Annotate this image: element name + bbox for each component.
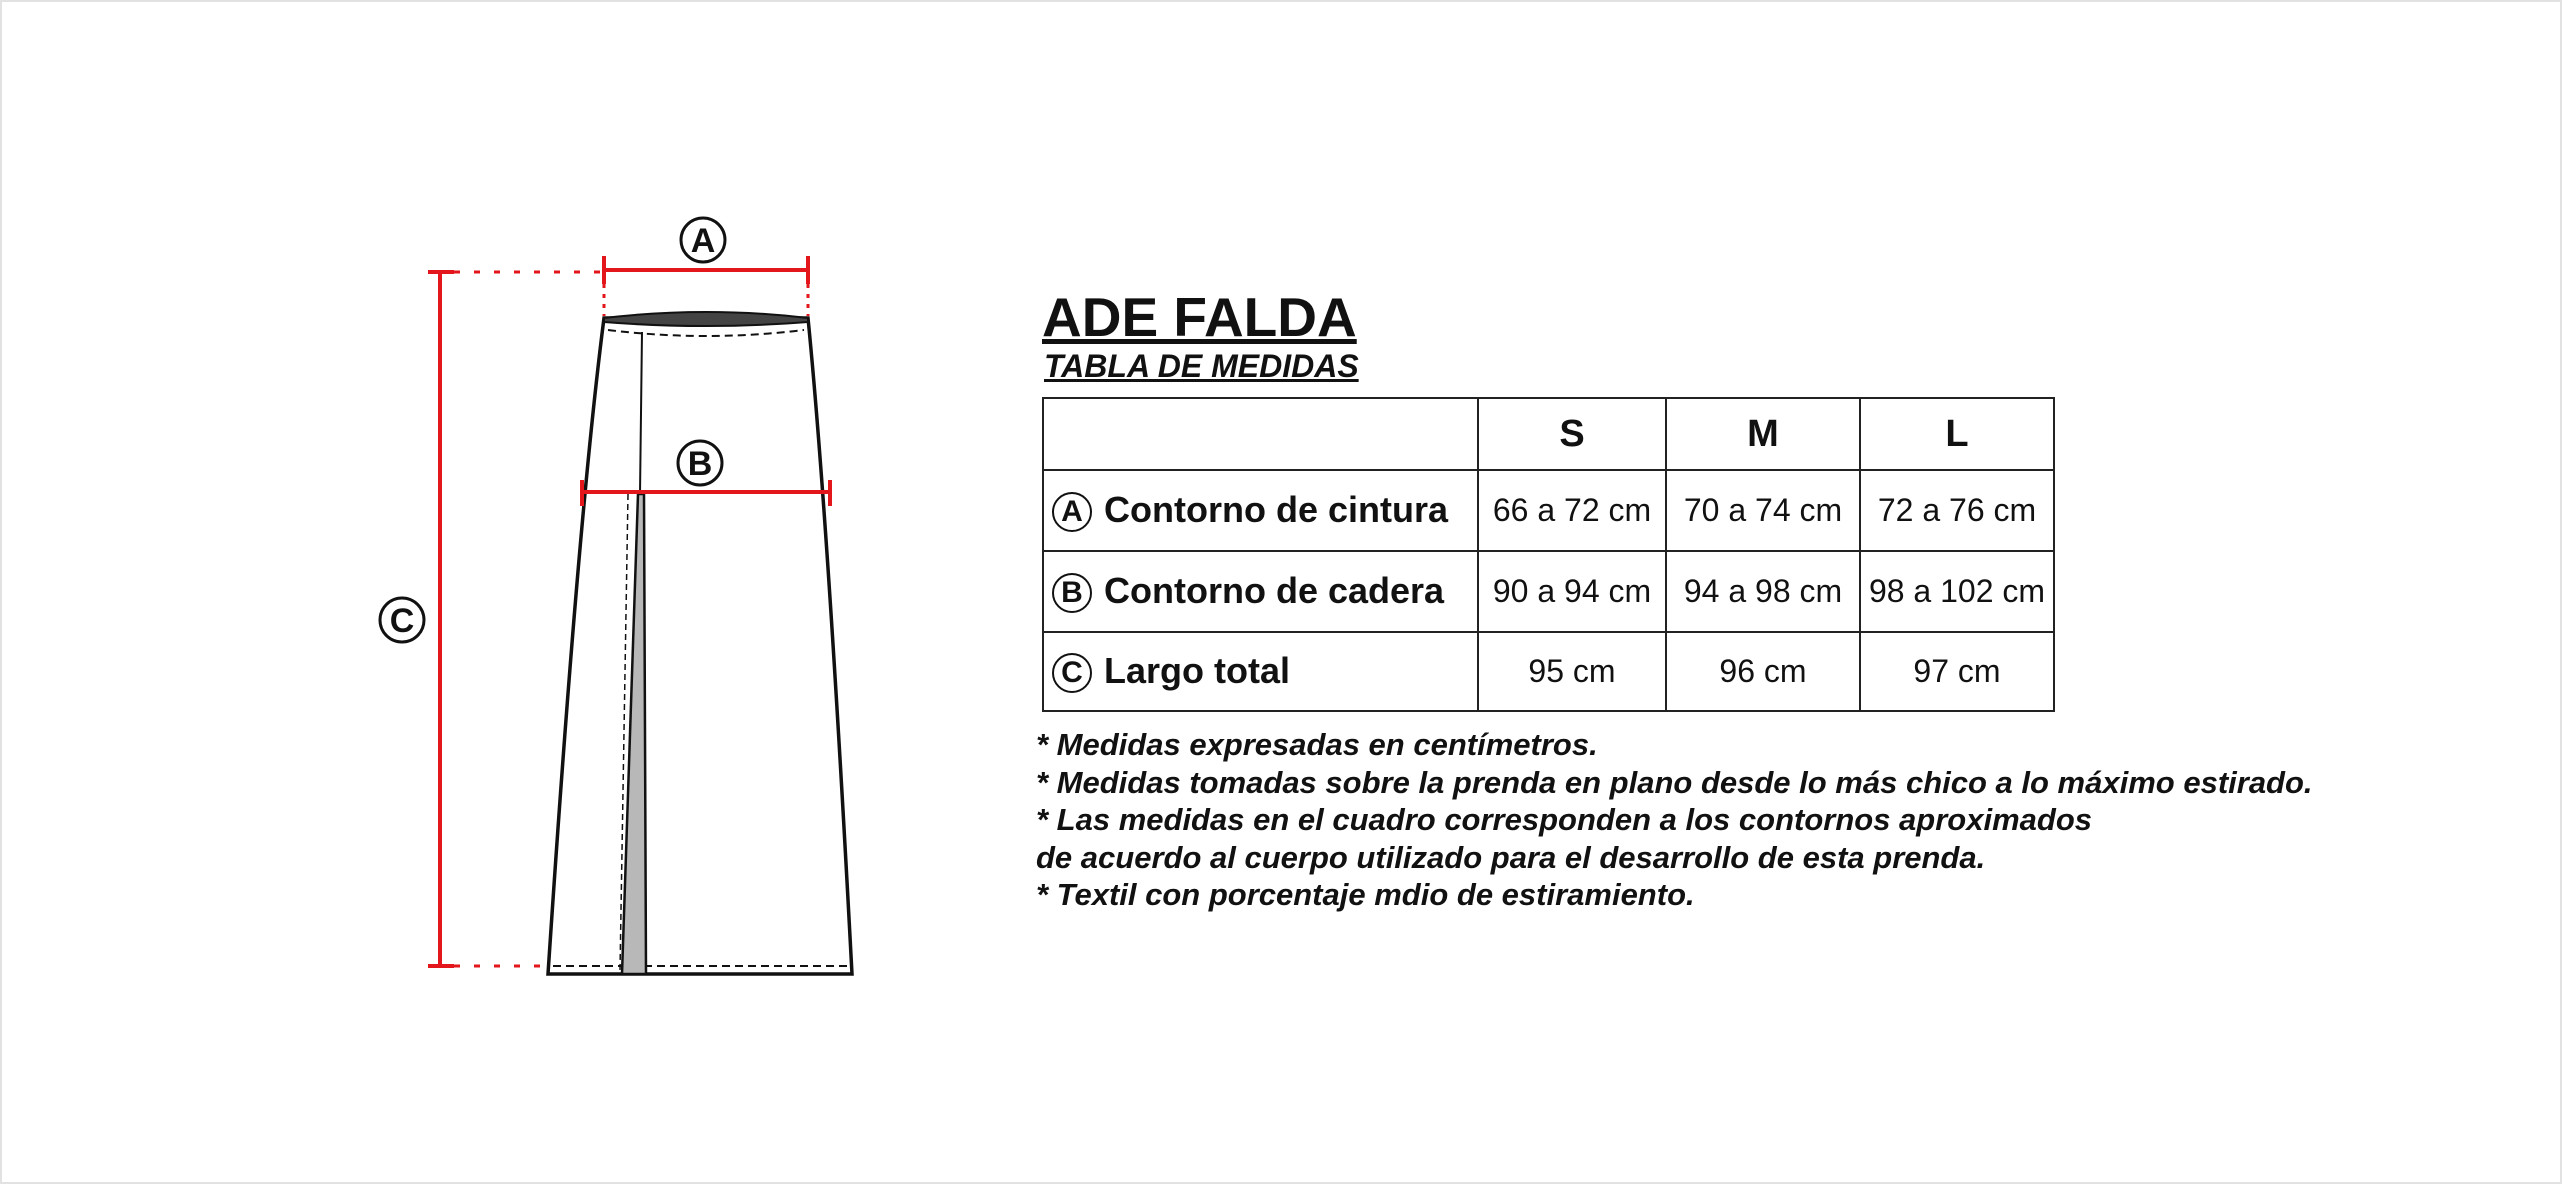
marker-b (678, 441, 722, 485)
skirt-diagram (0, 0, 1000, 1184)
skirt-waistband (604, 312, 808, 326)
table-row (1043, 551, 2054, 632)
table-cell: 98 a 102 cm (1860, 551, 2054, 632)
table-header-size: M (1666, 398, 1860, 470)
row-label (1043, 632, 1478, 711)
svg-text:B: B (687, 445, 713, 483)
marker-c (380, 598, 424, 642)
row-label (1043, 470, 1478, 551)
table-cell: 94 a 98 cm (1666, 551, 1860, 632)
table-cell: 97 cm (1860, 632, 2054, 711)
page-title: ADE FALDA (1042, 286, 1357, 348)
table-cell: 95 cm (1478, 632, 1666, 711)
table-row (1043, 632, 2054, 711)
svg-text:C: C (389, 602, 415, 640)
notes-block (1036, 726, 2313, 914)
skirt-outline (548, 318, 852, 974)
table-header-blank (1043, 398, 1478, 470)
row-label-text: Contorno de cintura (1104, 488, 1448, 530)
note-line: * Medidas expresadas en centímetros. (1036, 727, 1598, 762)
table-header-size: L (1860, 398, 2054, 470)
marker-a (681, 218, 725, 262)
note-line: * Medidas tomadas sobre la prenda en plano desde lo más chico a lo máximo estirado. (1036, 764, 2313, 800)
table-header-row (1043, 398, 2054, 470)
table-row (1043, 470, 2054, 551)
note-line: * Las medidas en el cuadro corresponden a los contornos aproximados (1036, 802, 2092, 837)
table-cell: 72 a 76 cm (1860, 470, 2054, 551)
marker-b-badge: B (1052, 573, 1092, 613)
marker-c-badge: C (1052, 653, 1092, 693)
table-cell: 96 cm (1666, 632, 1860, 711)
table-cell: 70 a 74 cm (1666, 470, 1860, 551)
row-label-text: Largo total (1104, 649, 1290, 691)
marker-a-badge: A (1052, 492, 1092, 532)
measure-a (604, 256, 808, 316)
page-subtitle: TABLA DE MEDIDAS (1044, 348, 1359, 384)
row-label (1043, 551, 1478, 632)
table-cell: 90 a 94 cm (1478, 551, 1666, 632)
note-line: * Textil con porcentaje mdio de estiramiento. (1036, 877, 1695, 912)
svg-text:A: A (690, 222, 716, 260)
row-label-text: Contorno de cadera (1104, 569, 1445, 611)
note-line: de acuerdo al cuerpo utilizado para el desarrollo de esta prenda. (1036, 839, 1986, 875)
size-table (1042, 397, 2055, 712)
table-cell: 66 a 72 cm (1478, 470, 1666, 551)
table-header-size: S (1478, 398, 1666, 470)
